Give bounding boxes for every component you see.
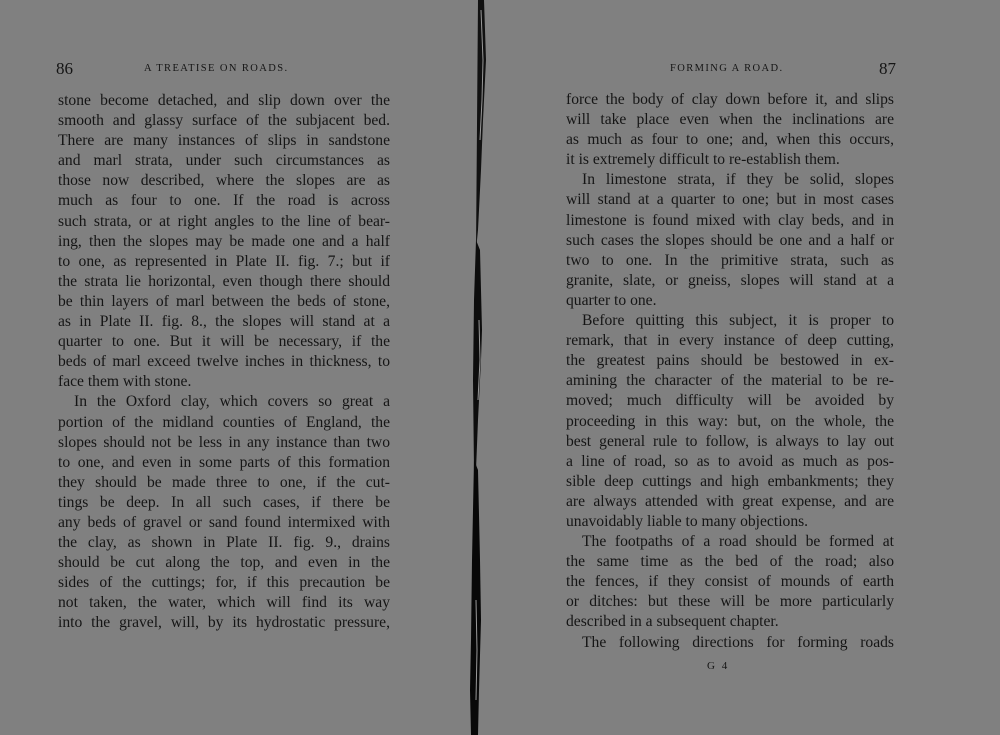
text-line: be thin layers of marl between the beds of stone, — [58, 292, 390, 310]
text-line: to one, as represented in Plate II. fig. 7.; but if — [58, 252, 390, 270]
text-line: slopes should not be less in any instance than two — [58, 433, 390, 451]
text-line: are always attended with great expense, and are — [566, 492, 894, 510]
text-line: beds of marl exceed twelve inches in thickness, to — [58, 353, 390, 371]
text-line: sible deep cuttings and high embankments; they — [566, 472, 894, 490]
text-line: or ditches: but these will be more particularly — [566, 593, 894, 611]
text-line: sides of the cuttings; for, if this precaution be — [58, 574, 390, 592]
text-line: tings be deep. In all such cases, if there be — [58, 493, 390, 511]
text-line: remark, that in every instance of deep cutting, — [566, 332, 894, 350]
text-line: Before quitting this subject, it is proper to — [582, 312, 894, 330]
text-line: In the Oxford clay, which covers so great a — [74, 393, 390, 411]
text-line: stone become detached, and slip down over the — [58, 92, 390, 109]
text-line: such cases the slopes should be one and a half or — [566, 231, 894, 249]
text-line: a line of road, so as to avoid as much as pos- — [566, 452, 894, 470]
text-line: it is extremely difficult to re-establish them. — [566, 151, 840, 169]
text-line: quarter to one. — [566, 291, 657, 309]
running-head: A TREATISE ON ROADS. — [144, 63, 289, 74]
running-head: FORMING A ROAD. — [670, 63, 784, 74]
text-line: and marl strata, under such circumstances as — [58, 152, 390, 170]
text-line: not taken, the water, which will find its way — [58, 594, 390, 612]
text-line: will take place even when the inclinations are — [566, 111, 894, 129]
text-line: those now described, where the slopes are as — [58, 172, 390, 190]
text-line: as in Plate II. fig. 8., the slopes will stand at a — [58, 313, 390, 331]
right-page-body — [566, 90, 894, 653]
text-line: should be cut along the top, and even in the — [58, 554, 390, 572]
text-line: moved; much difficulty will be avoided by — [566, 392, 894, 410]
text-line: The following directions for forming roads — [582, 633, 894, 651]
text-line: the same time as the bed of the road; also — [566, 553, 894, 571]
text-line: two to one. In the primitive strata, such as — [566, 251, 894, 269]
text-line: amining the character of the material to be re- — [566, 372, 894, 390]
text-line: the fences, if they consist of mounds of earth — [566, 573, 894, 591]
text-line: face them with stone. — [58, 373, 192, 391]
gutter-shadow-mid — [473, 240, 482, 470]
text-line: proceeding in this way: but, on the whole, the — [566, 412, 894, 430]
text-line: to one, and even in some parts of this formation — [58, 453, 390, 471]
text-line: force the body of clay down before it, and slips — [566, 91, 894, 108]
gutter-shadow-lower — [470, 460, 481, 735]
page-number: 86 — [56, 59, 73, 78]
page-number: 87 — [879, 59, 896, 78]
left-page-header — [56, 56, 390, 82]
text-line: such strata, or at right angles to the line of bear- — [58, 212, 390, 230]
text-line: ing, then the slopes may be made one and a half — [58, 232, 390, 250]
signature-mark: G 4 — [707, 660, 730, 672]
text-line: the strata lie horizontal, even though there should — [58, 272, 390, 290]
text-line: best general rule to follow, is always to lay out — [566, 432, 894, 450]
text-line: quarter to one. But it will be necessary, if the — [58, 333, 390, 351]
text-line: portion of the midland counties of England, the — [58, 413, 390, 431]
text-line: described in a subsequent chapter. — [566, 613, 779, 631]
text-line: There are many instances of slips in sandstone — [58, 132, 390, 150]
text-line: smooth and glassy surface of the subjacent bed. — [58, 112, 390, 130]
text-line: they should be made three to one, if the cut- — [58, 473, 390, 491]
left-page-body — [58, 91, 390, 634]
text-line: In limestone strata, if they be solid, slopes — [582, 171, 894, 189]
text-line: as much as four to one; and, when this occurs, — [566, 131, 894, 149]
text-line: granite, slate, or gneiss, slopes will stand at a — [566, 271, 894, 289]
text-line: much as four to one. If the road is across — [58, 192, 390, 210]
text-line: will stand at a quarter to one; but in most cases — [566, 191, 894, 209]
text-line: The footpaths of a road should be formed at — [582, 533, 894, 551]
text-line: unavoidably liable to many objections. — [566, 512, 809, 530]
text-line: into the gravel, will, by its hydrostatic pressure, — [58, 614, 390, 632]
text-line: any beds of gravel or sand found intermixed with — [58, 513, 390, 531]
text-line: limestone is found mixed with clay beds, and in — [566, 211, 894, 229]
right-page-header — [566, 56, 896, 82]
text-line: the greatest pains should be bestowed in ex- — [566, 352, 894, 370]
text-line: the clay, as shown in Plate II. fig. 9., drains — [58, 534, 390, 552]
book-gutter-shadow — [440, 0, 520, 735]
